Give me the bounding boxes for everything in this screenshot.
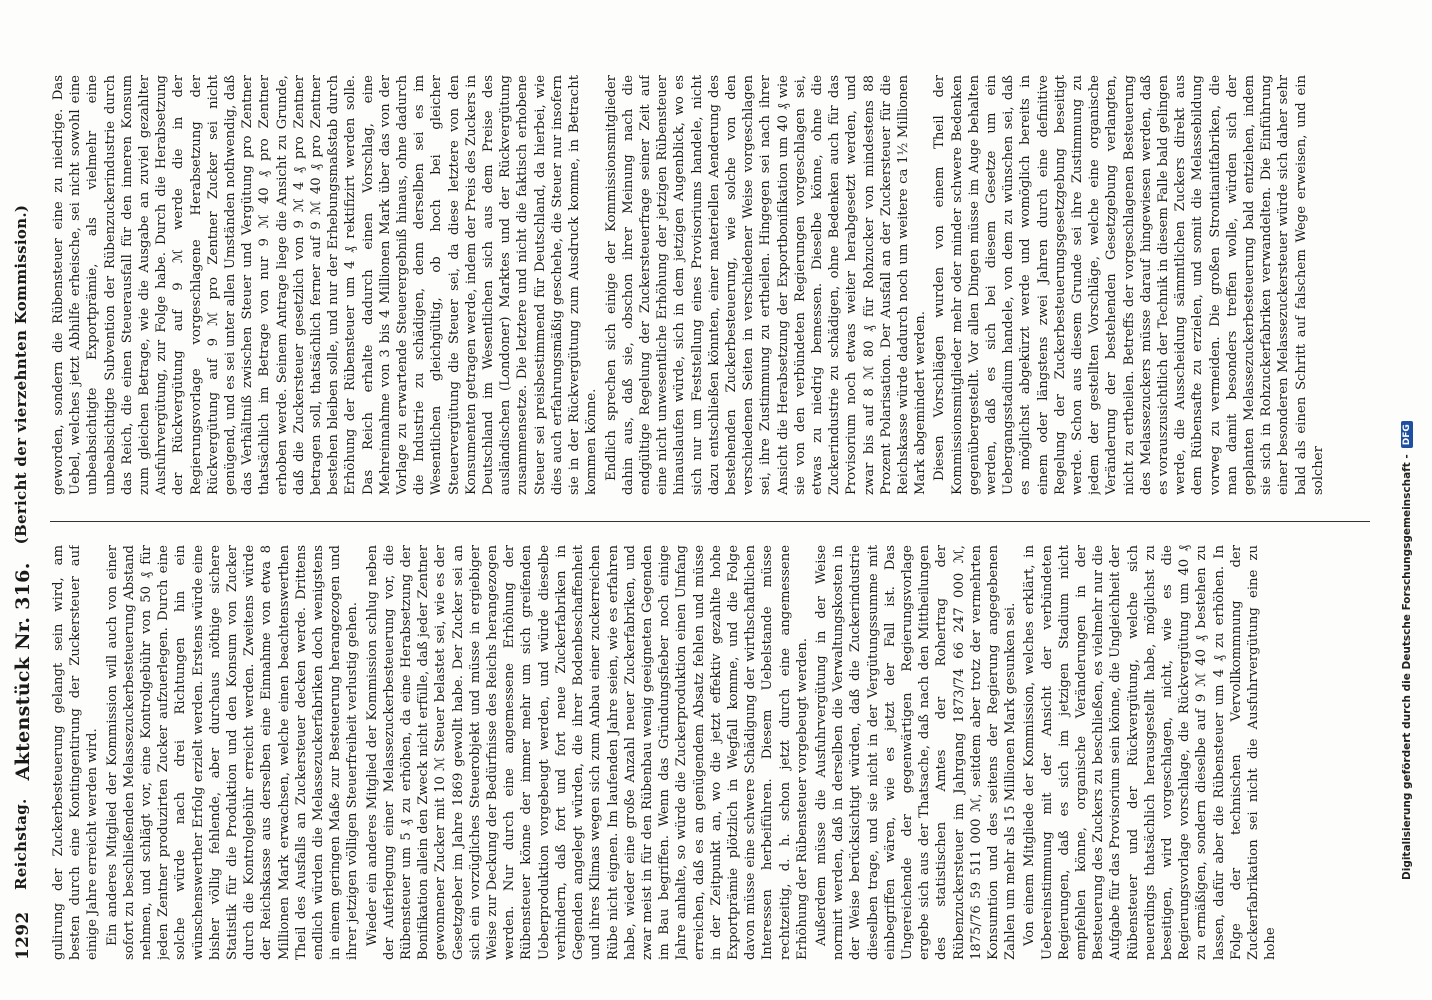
paragraph: Diesen Vorschlägen wurden von einem Theil der Kommissionsmitglieder mehr oder minder schwere Bedenken gegenübergestellt. Vor allen Dingen müsse im Auge behalten werden, daß es sich bei diesem Gesetze um ein Uebergangsstadium handele, von dem zu wünschen sei, daß es möglichst abgekürzt werde und womöglich bereits in einem oder längstens zwei Jahren durch eine definitive Regelung der Zuckerbesteuerungsgesetzgebung beseitigt werde. Schon aus diesem Grunde sei ihre Zustimmung zu jedem der gestellten Vorschläge, welche eine organische Veränderung der bestehenden Gesetzgebung verlangten, nicht zu ertheilen. Betreffs der vorgeschlagenen Besteuerung des Melassezuckers müsse darauf hingewiesen werden, daß es vorauszusichtlich der Technik in diesem Falle bald gelingen werde, die Ausscheidung sämmtlichen Zuckers direkt aus dem Rübensafte zu erzielen, und somit die Melassebildung vorweg zu vermeiden. Die großen Strontianitfabriken, die man damit besonders treffen wolle, würden sich der geplanten Melassezuckerbesteuerung bald entziehen, indem sie sich in Rohzuckerfabriken verwandelten. Die Einführung einer besonderen Melassezuckersteuer würde sich daher sehr bald als einen Schritt auf falschem Wege erweisen, und ein solcher xyxy=(932,75,1326,495)
header-center xyxy=(12,40,34,890)
report-label: (Bericht der vierzehnten Kommission.) xyxy=(12,204,30,545)
left-column xyxy=(50,545,1380,960)
paragraph: geworden, sondern die Rübensteuer eine zu niedrige. Das Uebel, welches jetzt Abhilfe erheische, sei nicht sowohl eine unbeabsichtigte Exportprämie, als vielmehr eine unbeabsichtigte Subvention der Rübenzuckerindustrie durch das Reich, die einen Steuerausfall für den inneren Konsum zum gleichen Betrage, wie die Ausgabe an zuviel gezahlter Ausfuhrvergütung, zur Folge habe. Durch die Herabsetzung der Rückvergütung auf 9 ℳ werde die in der Regierungsvorlage vorgeschlagene Herabsetzung der Rückvergütung auf 9 ℳ pro Zentner Zucker sei nicht genügend, und es sei unter allen Umständen nothwendig, daß das Verhältniß zwischen Steuer und Vergütung pro Zentner thatsächlich im Betrage von nur 9 ℳ 40 ₰ pro Zentner erhoben werde. Seinem Antrage liege die Ansicht zu Grunde, daß die Zuckersteuer gesetzlich von 9 ℳ 4 ₰ pro Zentner betragen soll, thatsächlich ferner auf 9 ℳ 40 ₰ pro Zentner bestehen bleiben solle, und nur der Erhebungsmaßstab durch Erhöhung der Rübensteuer um 4 ₰ rektifizirt werden solle. Das Reich erhalte dadurch einen Vorschlag, eine Mehreinnahme von 3 bis 4 Millionen Mark über das von der Vorlage zu erwartende Steuerergebniß hinaus, ohne dadurch die Industrie zu schädigen, denn derselben sei es im Wesentlichen gleichgültig, ob hoch bei gleicher Steuervergütung die Steuer sei, da diese letztere von den Konsumenten getragen werde, indem der Preis des Zuckers in Deutschland im Wesentlichen sich aus dem Preise des ausländischen (Londoner) Marktes und der Rückvergütung zusammensetze. Die letztere und nicht die faktisch erhobene Steuer sei preisbestimmend für Deutschland, da hierbei, wie dies auch erfahrungsmäßig geschehe, die Steuer nur insofern sie in der Rückvergütung zum Ausdruck komme, in Betracht kommen könne. xyxy=(51,75,600,495)
paragraph: gulirung der Zuckerbesteuerung gelangt sein wird, am besten durch eine Kontingentirung der Zuckersteuer auf einige Jahre erreicht werden wird. xyxy=(51,545,101,960)
page-number: 1292 xyxy=(13,911,33,960)
stamp-text-row xyxy=(1395,120,1419,880)
digitization-stamp xyxy=(1395,0,1425,1000)
paragraph: Endlich sprechen sich einige der Kommissionsmitglieder dahin aus, daß sie, obschon ihrer Meinung nach die endgültige Regelung der Zuckersteuerfrage seiner Zeit auf eine nicht unwesentliche Erhöhung der jetzigen Rübensteuer hinauslaufen würde, sich in dem jetzigen Augenblick, wo es sich nur um Feststellung eines Provisoriums handele, nicht dazu entschließen könnten, einer materiellen Aenderung des bestehenden Zuckerbesteuerung, wie solche von den verschiedenen Seiten in verschiedener Weise vorgeschlagen sei, ihre Zustimmung zu ertheilen. Hingegen sei nach ihrer Ansicht die Herabsetzung der Exportbonifikation um 40 ₰ wie sie von den verbündeten Regierungen vorgeschlagen sei, etwas zu niedrig bemessen. Dieselbe könne, ohne die Zuckerindustrie zu schädigen, ohne Bedenken auch für das Provisorium noch etwas weiter herabgesetzt werden, und zwar bis auf 8 ℳ 80 ₰ für Rohzucker von mindestens 88 Prozent Polarisation. Der Ausfall an der Zuckersteuer für die Reichskasse würde dadurch noch um weitere ca 1½ Millionen Mark abgemindert werden. xyxy=(603,75,929,495)
page-header xyxy=(10,40,36,960)
paragraph: Ein anderes Mitglied der Kommission will auch von einer sofort zu beschließenden Melassezuckerbesteuerung Abstand nehmen, und schlägt vor, eine Kontrolgebühr von 50 ₰ für jeden Zentner produzirten Zucker aufzuerlegen. Durch eine solche würde nach drei Richtungen hin ein wünschenswerther Erfolg erzielt werden. Erstens würde eine bisher völlig fehlende, aber durchaus nöthige sichere Statistik für die Produktion und den Konsum von Zucker durch die Kontrolgebühr erreicht werden. Zweitens würde der Reichskasse aus derselben eine Einnahme von etwa 8 Millionen Mark erwachsen, welche einen beachtenswerthen Theil des Ausfalls an Zuckersteuer decken werde. Drittens endlich würden die Melassezuckerfabriken doch wenigstens in einem geringen Maße zur Besteuerung herangezogen und ihrer jetzigen völligen Steuerfreiheit verlustig gehen. xyxy=(104,545,361,960)
paragraph: Von einem Mitgliede der Kommission, welches erklärt, in Uebereinstimmung mit der Ansicht der verbündeten Regierungen, daß es sich im jetzigen Stadium nicht empfehlen könne, organische Veränderungen in der Besteuerung des Zuckers zu beschließen, es vielmehr nur die Aufgabe für das Provisorium sein könne, die Ungleichheit der Rübensteuer und der Rückvergütung, welche sich neuerdings thatsächlich herausgestellt habe, möglichst zu beseitigen, wird vorgeschlagen, nicht, wie es die Regierungsvorlage vorschlage, die Rückvergütung um 40 ₰ zu ermäßigen, sondern dieselbe auf 9 ℳ 40 ₰ bestehen zu lassen, dafür aber die Rübensteuer um 4 ₰ zu erhöhen. In Folge der technischen Vervollkommnung der Zuckerfabrikation sei nicht die Ausfuhrvergütung eine zu hohe xyxy=(1022,545,1279,960)
dfg-logo: DFG xyxy=(1401,421,1413,448)
document-label: Aktenstück Nr. 316. xyxy=(12,562,34,781)
stamp-text: Digitalisierung gefördert durch die Deutsche Forschungsgemeinschaft - xyxy=(1401,454,1413,880)
right-column xyxy=(50,75,1380,495)
header-title: Reichstag. xyxy=(12,798,30,890)
column-divider xyxy=(50,521,1370,522)
paragraph: Außerdem müsse die Ausfuhrvergütung in der Weise normirt werden, daß in derselben die Verwaltungskosten in der Weise berücksichtigt würden, daß die Zuckerindustrie dieselben trage, und sie nicht in der Vergütungssumme mit einbegriffen wären, wie es jetzt der Fall ist. Das Ungereichende der gegenwärtigen Regierungsvorlage ergebe sich aus der Thatsache, daß nach den Mittheilungen des statistischen Amtes der Rohertrag der Rübenzuckersteuer im Jahrgang 1873/74 66 247 000 ℳ, 1875/76 59 511 000 ℳ, seitdem aber trotz der vermehrten Konsumtion und des seitens der Regierung angegebenen Zahlen um mehr als 15 Millionen Mark gesunken sei. xyxy=(813,545,1019,960)
paragraph: Wieder ein anderes Mitglied der Kommission schlug neben der Auferlegung einer Melassezuckerbesteuerung vor, die Rübensteuer um 5 ₰ zu erhöhen, da eine Herabsetzung der Bonifikation allein den Zweck nicht erfülle, daß jeder Zentner gewonnener Zucker mit 10 ℳ Steuer belastet sei, wie es der Gesetzgeber im Jahre 1869 gewollt habe. Der Zucker sei an sich ein vorzügliches Steuerobjekt und müsse in ergiebiger Weise zur Deckung der Bedürfnisse des Reichs herangezogen werden. Nur durch eine angemessene Erhöhung der Rübensteuer könne der immer mehr um sich greifenden Ueberproduktion vorgebeugt werden, und würde dieselbe verhindern, daß fort und fort neue Zuckerfabriken in Gegenden angelegt würden, die ihrer Bodenbeschaffenheit und ihres Klimas wegen sich zum Anbau einer zuckerreichen Rübe nicht eignen. Im laufenden Jahre seien, wie es erfahren habe, wieder eine große Anzahl neuer Zuckerfabriken, und zwar meist in für den Rübenbau wenig geeigneten Gegenden im Bau begriffen. Wenn das Gründungsfieber noch einige Jahre anhalte, so würde die Zuckerproduktion einen Umfang erreichen, daß es an genügendem Absatz fehlen und müsse in der Zeitpunkt an, wo die jetzt effektiv gezahlte hohe Exportprämie plötzlich in Wegfall komme, und die Folge davon müsse eine schwere Schädigung der wirthschaftlichen Interessen herbeiführen. Diesem Uebelstande müsse rechtzeitig, d. h. schon jetzt durch eine angemessene Erhöhung der Rübensteuer vorgebeugt werden. xyxy=(364,545,810,960)
